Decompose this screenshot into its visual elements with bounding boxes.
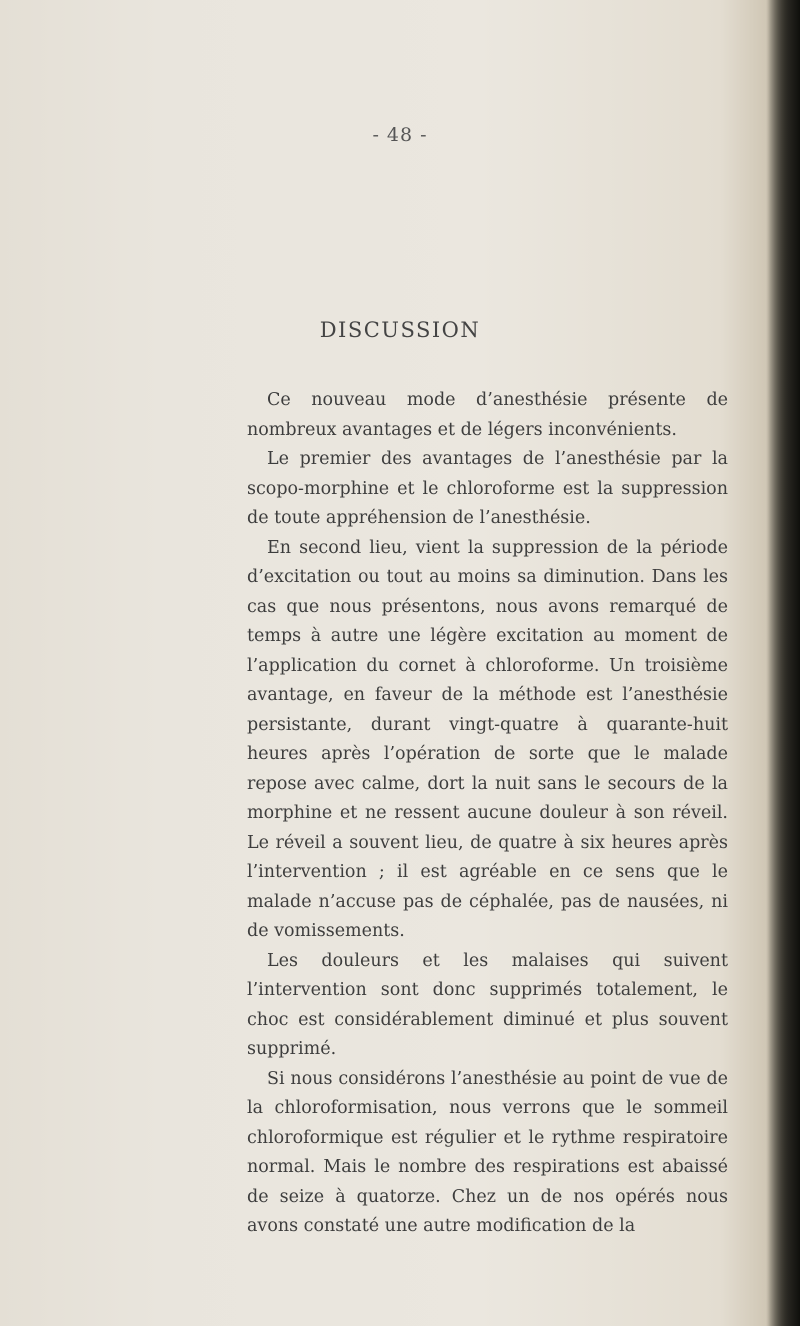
paragraph-5: Si nous considérons l’anesthésie au point de vue de la chloroformisation, nous verrons que le sommeil chloroformique est régulier et le rythme respiratoire normal. Mais le nombre des respirations est abaissé de seize à quatorze. Chez un de nos opérés nous avons constaté une autre modification de la [247, 1068, 728, 1236]
paragraph-4: Les douleurs et les malaises qui suivent l’intervention sont donc supprimés totalement, le choc est considérablement diminué et plus souvent supprimé. [247, 950, 728, 1059]
body-text [247, 386, 728, 1242]
section-heading: DISCUSSION [319, 318, 481, 342]
page-binding-edge [766, 0, 800, 1326]
paragraph-3: En second lieu, vient la suppression de la période d’excitation ou tout au moins sa diminution. Dans les cas que nous présentons, nous avons remarqué de temps à autre une légère excitation au moment de l’application du cornet à chloroforme. Un troisième avantage, en faveur de la méthode est l’anesthésie persistante, durant vingt-quatre à quarante-huit heures après l’opération de sorte que le malade repose avec calme, dort la nuit sans le secours de la morphine et ne ressent aucune douleur à son réveil. Le réveil a souvent lieu, de quatre à six heures après l’intervention ; il est agréable en ce sens que le malade n’accuse pas de céphalée, pas de nausées, ni de vomissements. [247, 537, 728, 941]
paragraph-2: Le premier des avantages de l’anesthésie par la scopo-morphine et le chloroforme est la suppression de toute appréhension de l’anesthésie. [247, 449, 728, 528]
page-number: - 48 - [372, 124, 428, 146]
paragraph-1: Ce nouveau mode d’anesthésie présente de nombreux avantages et de légers inconvénients. [247, 390, 728, 440]
